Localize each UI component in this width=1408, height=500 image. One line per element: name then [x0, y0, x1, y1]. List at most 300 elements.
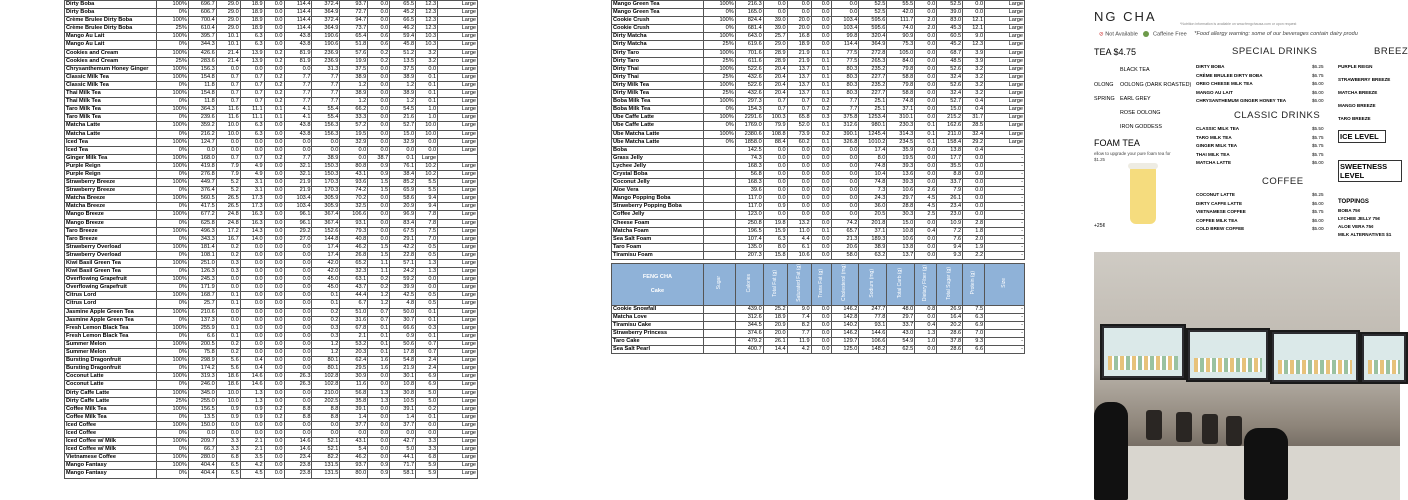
value-cell: 18.6	[216, 381, 240, 389]
value-cell: 1.0	[915, 338, 937, 346]
value-cell: 51.8	[340, 41, 368, 49]
value-cell: 100%	[703, 130, 735, 138]
value-cell: 77.5	[831, 49, 859, 57]
table-row	[65, 454, 478, 462]
caffeine-free-icon	[1143, 31, 1149, 37]
value-cell: 39.6	[735, 187, 763, 195]
value-cell: 0.0	[264, 332, 284, 340]
value-cell: Large	[438, 179, 478, 187]
value-cell: 0.1	[368, 349, 390, 357]
value-cell: Large	[438, 33, 478, 41]
value-cell: 0.0	[264, 421, 284, 429]
value-cell: 45.2	[390, 9, 416, 17]
item-name-cell: Dirty Caffe Latte	[65, 389, 157, 397]
value-cell: 0.0	[811, 313, 831, 321]
value-cell: 6.6	[963, 346, 985, 354]
value-cell: 196.5	[735, 227, 763, 235]
value-cell: 0.0	[915, 57, 937, 65]
value-cell: 16.8	[787, 33, 811, 41]
value-cell: 0%	[156, 130, 188, 138]
value-cell: 0.0	[831, 179, 859, 187]
value-cell: 80.3	[831, 90, 859, 98]
value-cell: 0.7	[240, 90, 264, 98]
value-cell: 0%	[156, 365, 188, 373]
value-cell: 135.0	[735, 243, 763, 251]
value-cell: 21.3	[831, 235, 859, 243]
value-cell: 1.2	[390, 81, 416, 89]
value-cell: 0.3	[416, 324, 438, 332]
value-cell: 52.5	[937, 1, 963, 9]
value-cell: 0.0	[787, 154, 811, 162]
value-cell: 103.4	[284, 195, 312, 203]
table-row	[65, 300, 478, 308]
value-cell: 235.2	[859, 65, 887, 73]
value-cell: 10.4	[859, 170, 887, 178]
item-name-cell: Thai Milk Tea	[65, 98, 157, 106]
value-cell: Large	[438, 413, 478, 421]
value-cell: 65.5	[390, 1, 416, 9]
item-name-cell: Crème Brulee Dirty Boba	[65, 17, 157, 25]
value-cell: 38.9	[390, 73, 416, 81]
value-cell: 0.1	[811, 122, 831, 130]
value-cell: 25.1	[859, 106, 887, 114]
value-cell: 0.0	[811, 179, 831, 187]
value-cell: 168.0	[188, 154, 216, 162]
value-cell: Large	[438, 340, 478, 348]
value-cell: 0.0	[368, 146, 390, 154]
value-cell: 58.0	[831, 251, 859, 259]
value-cell: 0%	[156, 98, 188, 106]
item-name-cell: Iced Tea	[65, 138, 157, 146]
table-row	[612, 106, 1025, 114]
menu-item-price: $6.00	[1312, 217, 1324, 223]
value-cell: 42.0	[312, 260, 340, 268]
value-cell: 35.5	[937, 162, 963, 170]
value-cell: 7.9	[216, 162, 240, 170]
value-cell: 0.7	[787, 106, 811, 114]
value-cell: 100%	[703, 17, 735, 25]
value-cell	[703, 179, 735, 187]
item-name-cell: Crystal Boba	[612, 170, 704, 178]
menu-item-name: CLASSIC MILK TEA	[1196, 126, 1240, 131]
value-cell: 75.3	[887, 41, 915, 49]
value-cell: 106.6	[859, 338, 887, 346]
value-cell: 152.6	[312, 227, 340, 235]
value-cell: 426.6	[188, 49, 216, 57]
value-cell: 0.2	[264, 57, 284, 65]
value-cell: 0.1	[416, 90, 438, 98]
value-cell: 39.0	[937, 9, 963, 17]
value-cell: 7.7	[284, 73, 312, 81]
value-cell: 25.7	[763, 33, 787, 41]
value-cell: 40.8	[340, 235, 368, 243]
value-cell: 4.2	[240, 462, 264, 470]
value-cell: 80.0	[340, 470, 368, 478]
item-name-cell: Cookie Crush	[612, 25, 704, 33]
value-cell: 1.5	[368, 179, 390, 187]
value-cell: 39.0	[763, 25, 787, 33]
value-cell: 0.0	[915, 154, 937, 162]
value-cell: 14.6	[240, 381, 264, 389]
value-cell: 3.9	[963, 49, 985, 57]
value-cell: 42.0	[312, 268, 340, 276]
item-name-cell: Kiwi Basil Green Tea	[65, 260, 157, 268]
value-cell: 0.1	[416, 98, 438, 106]
value-cell: 25.7	[188, 300, 216, 308]
value-cell: 0%	[156, 203, 188, 211]
value-cell: 0.1	[811, 65, 831, 73]
value-cell: 375.8	[831, 114, 859, 122]
value-cell: Large	[438, 421, 478, 429]
value-cell: 0.1	[811, 73, 831, 81]
value-cell: 11.8	[188, 81, 216, 89]
value-cell: 0.1	[416, 308, 438, 316]
value-cell: 0%	[156, 429, 188, 437]
value-cell: 0.0	[787, 170, 811, 178]
value-cell: 7.5	[963, 305, 985, 313]
value-cell: 0.0	[340, 146, 368, 154]
value-cell: 63.1	[340, 276, 368, 284]
value-cell: 15.0	[937, 106, 963, 114]
value-cell: 108.1	[188, 251, 216, 259]
value-cell: 359.2	[188, 122, 216, 130]
value-cell: 0.9	[240, 413, 264, 421]
value-cell: 35.9	[887, 146, 915, 154]
value-cell: 0.0	[284, 332, 312, 340]
value-cell: 10.1	[216, 33, 240, 41]
value-cell: 21.9	[284, 187, 312, 195]
menu-item-name: THAI MILK TEA	[1196, 151, 1230, 157]
value-cell: 0.0	[368, 381, 390, 389]
value-cell: 449.7	[188, 179, 216, 187]
value-cell: 20.9	[763, 322, 787, 330]
value-cell: 0.0	[240, 324, 264, 332]
value-cell: 18.9	[763, 313, 787, 321]
value-cell: 0.0	[368, 138, 390, 146]
value-cell: 0.0	[264, 122, 284, 130]
table-row	[612, 203, 1025, 211]
value-cell: 1.3	[915, 330, 937, 338]
value-cell: Large	[438, 397, 478, 405]
value-cell: 80.8	[340, 162, 368, 170]
value-cell: 140.2	[831, 322, 859, 330]
value-cell: 23.8	[284, 470, 312, 478]
value-cell: 10.8	[887, 227, 915, 235]
item-name-cell: Boba Milk Tea	[612, 106, 704, 114]
value-cell: 189.3	[859, 235, 887, 243]
value-cell: 0.0	[763, 195, 787, 203]
value-cell: 43.0	[887, 330, 915, 338]
value-cell: Large	[438, 203, 478, 211]
value-cell: 0.0	[416, 146, 438, 154]
value-cell: 42.2	[390, 243, 416, 251]
table-row	[65, 170, 478, 178]
value-cell: 0.2	[312, 316, 340, 324]
value-cell: 20.5	[859, 211, 887, 219]
value-cell: 246.0	[188, 381, 216, 389]
value-cell: 0.0	[284, 397, 312, 405]
value-cell: 1.1	[368, 260, 390, 268]
value-cell: 137.3	[188, 316, 216, 324]
table-row	[65, 17, 478, 25]
value-cell: 65.4	[340, 33, 368, 41]
value-cell: Large	[438, 73, 478, 81]
value-cell: 255.9	[188, 324, 216, 332]
item-name-cell: Ube Matcha Latte	[612, 138, 704, 146]
value-cell: 4.4	[787, 235, 811, 243]
value-cell: 0.0	[216, 308, 240, 316]
value-cell: 6.3	[240, 130, 264, 138]
value-cell: 38.9	[312, 154, 340, 162]
value-cell: 100%	[703, 114, 735, 122]
value-cell: 0%	[703, 106, 735, 114]
value-cell: 4.9	[240, 162, 264, 170]
value-cell: 7.7	[312, 90, 340, 98]
item-name-cell: Dirty Thai	[612, 65, 704, 73]
table-row	[612, 98, 1025, 106]
value-cell: Large	[438, 138, 478, 146]
value-cell: 100%	[703, 98, 735, 106]
value-cell: 181.4	[188, 243, 216, 251]
section-label: Cake	[650, 288, 665, 295]
menu-item-name: DIRTY BOBA	[1196, 64, 1225, 69]
value-cell: 114.4	[284, 25, 312, 33]
value-cell: 7.8	[416, 219, 438, 227]
value-cell: Large	[438, 405, 478, 413]
value-cell: 200.5	[188, 340, 216, 348]
value-cell: 0.0	[763, 1, 787, 9]
value-cell: 29.7	[887, 195, 915, 203]
menu-item-name: MILK ALTERNATIVES $1	[1338, 232, 1392, 237]
value-cell: Large	[438, 454, 478, 462]
value-cell: 0.0	[915, 9, 937, 17]
column-header-label: Total Sugar (g)	[946, 266, 953, 300]
value-cell: 39.3	[887, 179, 915, 187]
item-name-cell: Dirty Matcha	[612, 41, 704, 49]
menu-item-price: $5.00	[1312, 226, 1324, 231]
value-cell: 45.0	[312, 276, 340, 284]
table-row	[65, 179, 478, 187]
column-header-label: Calories	[745, 273, 752, 293]
value-cell: 100%	[156, 49, 188, 57]
value-cell: 52.0	[787, 122, 811, 130]
value-cell: 100%	[156, 438, 188, 446]
value-cell: 0.0	[284, 365, 312, 373]
item-name-cell: Purple Reign	[65, 170, 157, 178]
value-cell: 0.1	[811, 138, 831, 146]
value-cell: 63.2	[859, 251, 887, 259]
table-row	[612, 9, 1025, 17]
value-cell: 0.0	[915, 170, 937, 178]
value-cell	[703, 322, 735, 330]
value-cell: 13.8	[887, 243, 915, 251]
value-cell: 0.0	[264, 33, 284, 41]
value-cell: 0.0	[915, 81, 937, 89]
value-cell: 6.1	[787, 243, 811, 251]
value-cell: 611.6	[735, 57, 763, 65]
value-cell: 0.1	[368, 324, 390, 332]
value-cell: 0.0	[787, 1, 811, 9]
value-cell: 0.0	[368, 227, 390, 235]
value-cell: 298.9	[188, 357, 216, 365]
value-cell: 126.3	[188, 268, 216, 276]
value-cell: Large	[985, 9, 1025, 17]
value-cell: 162.6	[937, 122, 963, 130]
value-cell: 12.3	[416, 9, 438, 17]
value-cell: 100%	[703, 33, 735, 41]
value-cell: 100%	[156, 106, 188, 114]
value-cell	[703, 243, 735, 251]
value-cell: 54.8	[390, 357, 416, 365]
value-cell: 19.5	[340, 130, 368, 138]
value-cell: 5.9	[416, 462, 438, 470]
value-cell: 7.7	[312, 81, 340, 89]
value-cell: 0.5	[416, 243, 438, 251]
value-cell: 0.9	[368, 470, 390, 478]
value-cell: 2.1	[240, 438, 264, 446]
table-row	[65, 357, 478, 365]
menu-item-name: MANGO AU LAIT	[1196, 89, 1233, 95]
item-name-cell: Coconut Jelly	[612, 179, 704, 187]
column-header	[887, 264, 915, 306]
value-cell: 6.3	[240, 122, 264, 130]
value-cell: -	[985, 219, 1025, 227]
value-cell: 0.0	[915, 179, 937, 187]
table-row	[612, 90, 1025, 98]
cake-header-row	[612, 264, 1025, 306]
value-cell: Large	[438, 90, 478, 98]
value-cell: 150.0	[188, 421, 216, 429]
column-header	[703, 264, 735, 306]
value-cell: 100%	[156, 162, 188, 170]
value-cell: 9.3	[937, 251, 963, 259]
value-cell: 0.0	[240, 308, 264, 316]
item-name-cell: Purple Reign	[65, 162, 157, 170]
table-row	[65, 9, 478, 17]
value-cell: 21.9	[390, 365, 416, 373]
value-cell: 10.6	[787, 251, 811, 259]
value-cell: 980.1	[859, 122, 887, 130]
value-cell: 28.5	[963, 122, 985, 130]
item-name-cell: Mango Green Tea	[612, 1, 704, 9]
value-cell: Large	[438, 146, 478, 154]
menu-tv-screen	[1360, 332, 1408, 384]
value-cell: 0%	[156, 316, 188, 324]
value-cell: 17.3	[240, 203, 264, 211]
table-row	[65, 138, 478, 146]
value-cell: 479.2	[735, 338, 763, 346]
value-cell: 3.3	[416, 446, 438, 454]
value-cell: Large	[438, 227, 478, 235]
value-cell: 13.8	[937, 146, 963, 154]
value-cell: 283.6	[188, 57, 216, 65]
value-cell: 1.2	[368, 292, 390, 300]
value-cell: 310.1	[887, 114, 915, 122]
value-cell: 13.9	[240, 49, 264, 57]
value-cell: 0.0	[763, 170, 787, 178]
value-cell: 12.3	[416, 25, 438, 33]
value-cell: Large	[438, 324, 478, 332]
value-cell: 0.0	[264, 243, 284, 251]
value-cell: 43.8	[284, 130, 312, 138]
item-name-cell: Bursting Dragonfruit	[65, 365, 157, 373]
value-cell: 6.9	[416, 373, 438, 381]
value-cell: 24.8	[216, 211, 240, 219]
item-name-cell: Sea Salt Pearl	[612, 346, 704, 354]
value-cell: 100%	[156, 179, 188, 187]
value-cell: 100%	[156, 211, 188, 219]
value-cell	[703, 203, 735, 211]
value-cell: 4.1	[284, 106, 312, 114]
value-cell: 67.8	[340, 324, 368, 332]
value-cell: 2.1	[240, 446, 264, 454]
value-cell: 99.8	[831, 33, 859, 41]
value-cell: 610.4	[188, 25, 216, 33]
value-cell: 31.3	[312, 65, 340, 73]
value-cell: 0.4	[963, 146, 985, 154]
value-cell: 80.3	[831, 65, 859, 73]
item-name-cell: Matcha Love	[612, 313, 704, 321]
value-cell: 0.0	[264, 276, 284, 284]
value-cell: 0%	[156, 300, 188, 308]
value-cell: 0.0	[416, 429, 438, 437]
value-cell: 27.0	[284, 235, 312, 243]
value-cell: 65.9	[390, 187, 416, 195]
value-cell: 96.1	[284, 211, 312, 219]
value-cell: 74.3	[735, 154, 763, 162]
tea-urn	[1202, 414, 1218, 444]
value-cell: 67.5	[390, 227, 416, 235]
value-cell: 3.9	[963, 57, 985, 65]
item-name-cell: Iced Coffee	[65, 429, 157, 437]
value-cell: 0.0	[240, 276, 264, 284]
menu-item-price: $6.25	[1312, 192, 1324, 197]
value-cell: 0.0	[264, 1, 284, 9]
value-cell: 15.0	[887, 219, 915, 227]
menu-tv-screen	[1186, 328, 1270, 382]
item-name-cell: Ube Matcha Latte	[612, 130, 704, 138]
value-cell: 32.4	[937, 90, 963, 98]
value-cell: 10.3	[416, 33, 438, 41]
value-cell: 26.1	[763, 338, 787, 346]
value-cell: 1.2	[390, 98, 416, 106]
value-cell: 364.9	[859, 41, 887, 49]
value-cell: 372.4	[312, 17, 340, 25]
value-cell: 0.0	[915, 251, 937, 259]
value-cell: 8.8	[284, 413, 312, 421]
value-cell: 5.0	[416, 397, 438, 405]
value-cell: -	[985, 211, 1025, 219]
column-header	[811, 264, 831, 306]
value-cell: 25.1	[859, 98, 887, 106]
value-cell: 19.8	[763, 219, 787, 227]
item-name-cell: Taro Cake	[612, 338, 704, 346]
value-cell: 29.0	[216, 9, 240, 17]
value-cell: -	[985, 162, 1025, 170]
value-cell: 0.0	[787, 179, 811, 187]
value-cell: 0.2	[368, 284, 390, 292]
value-cell: 74.0	[887, 25, 915, 33]
value-cell: 3.3	[216, 446, 240, 454]
value-cell: 0.0	[915, 114, 937, 122]
value-cell: 0.0	[368, 421, 390, 429]
value-cell: 280.0	[188, 454, 216, 462]
value-cell: 93.1	[340, 219, 368, 227]
value-cell: 227.7	[859, 73, 887, 81]
value-cell: 3.3	[216, 438, 240, 446]
value-cell: 0%	[156, 41, 188, 49]
value-cell: 42.7	[390, 438, 416, 446]
